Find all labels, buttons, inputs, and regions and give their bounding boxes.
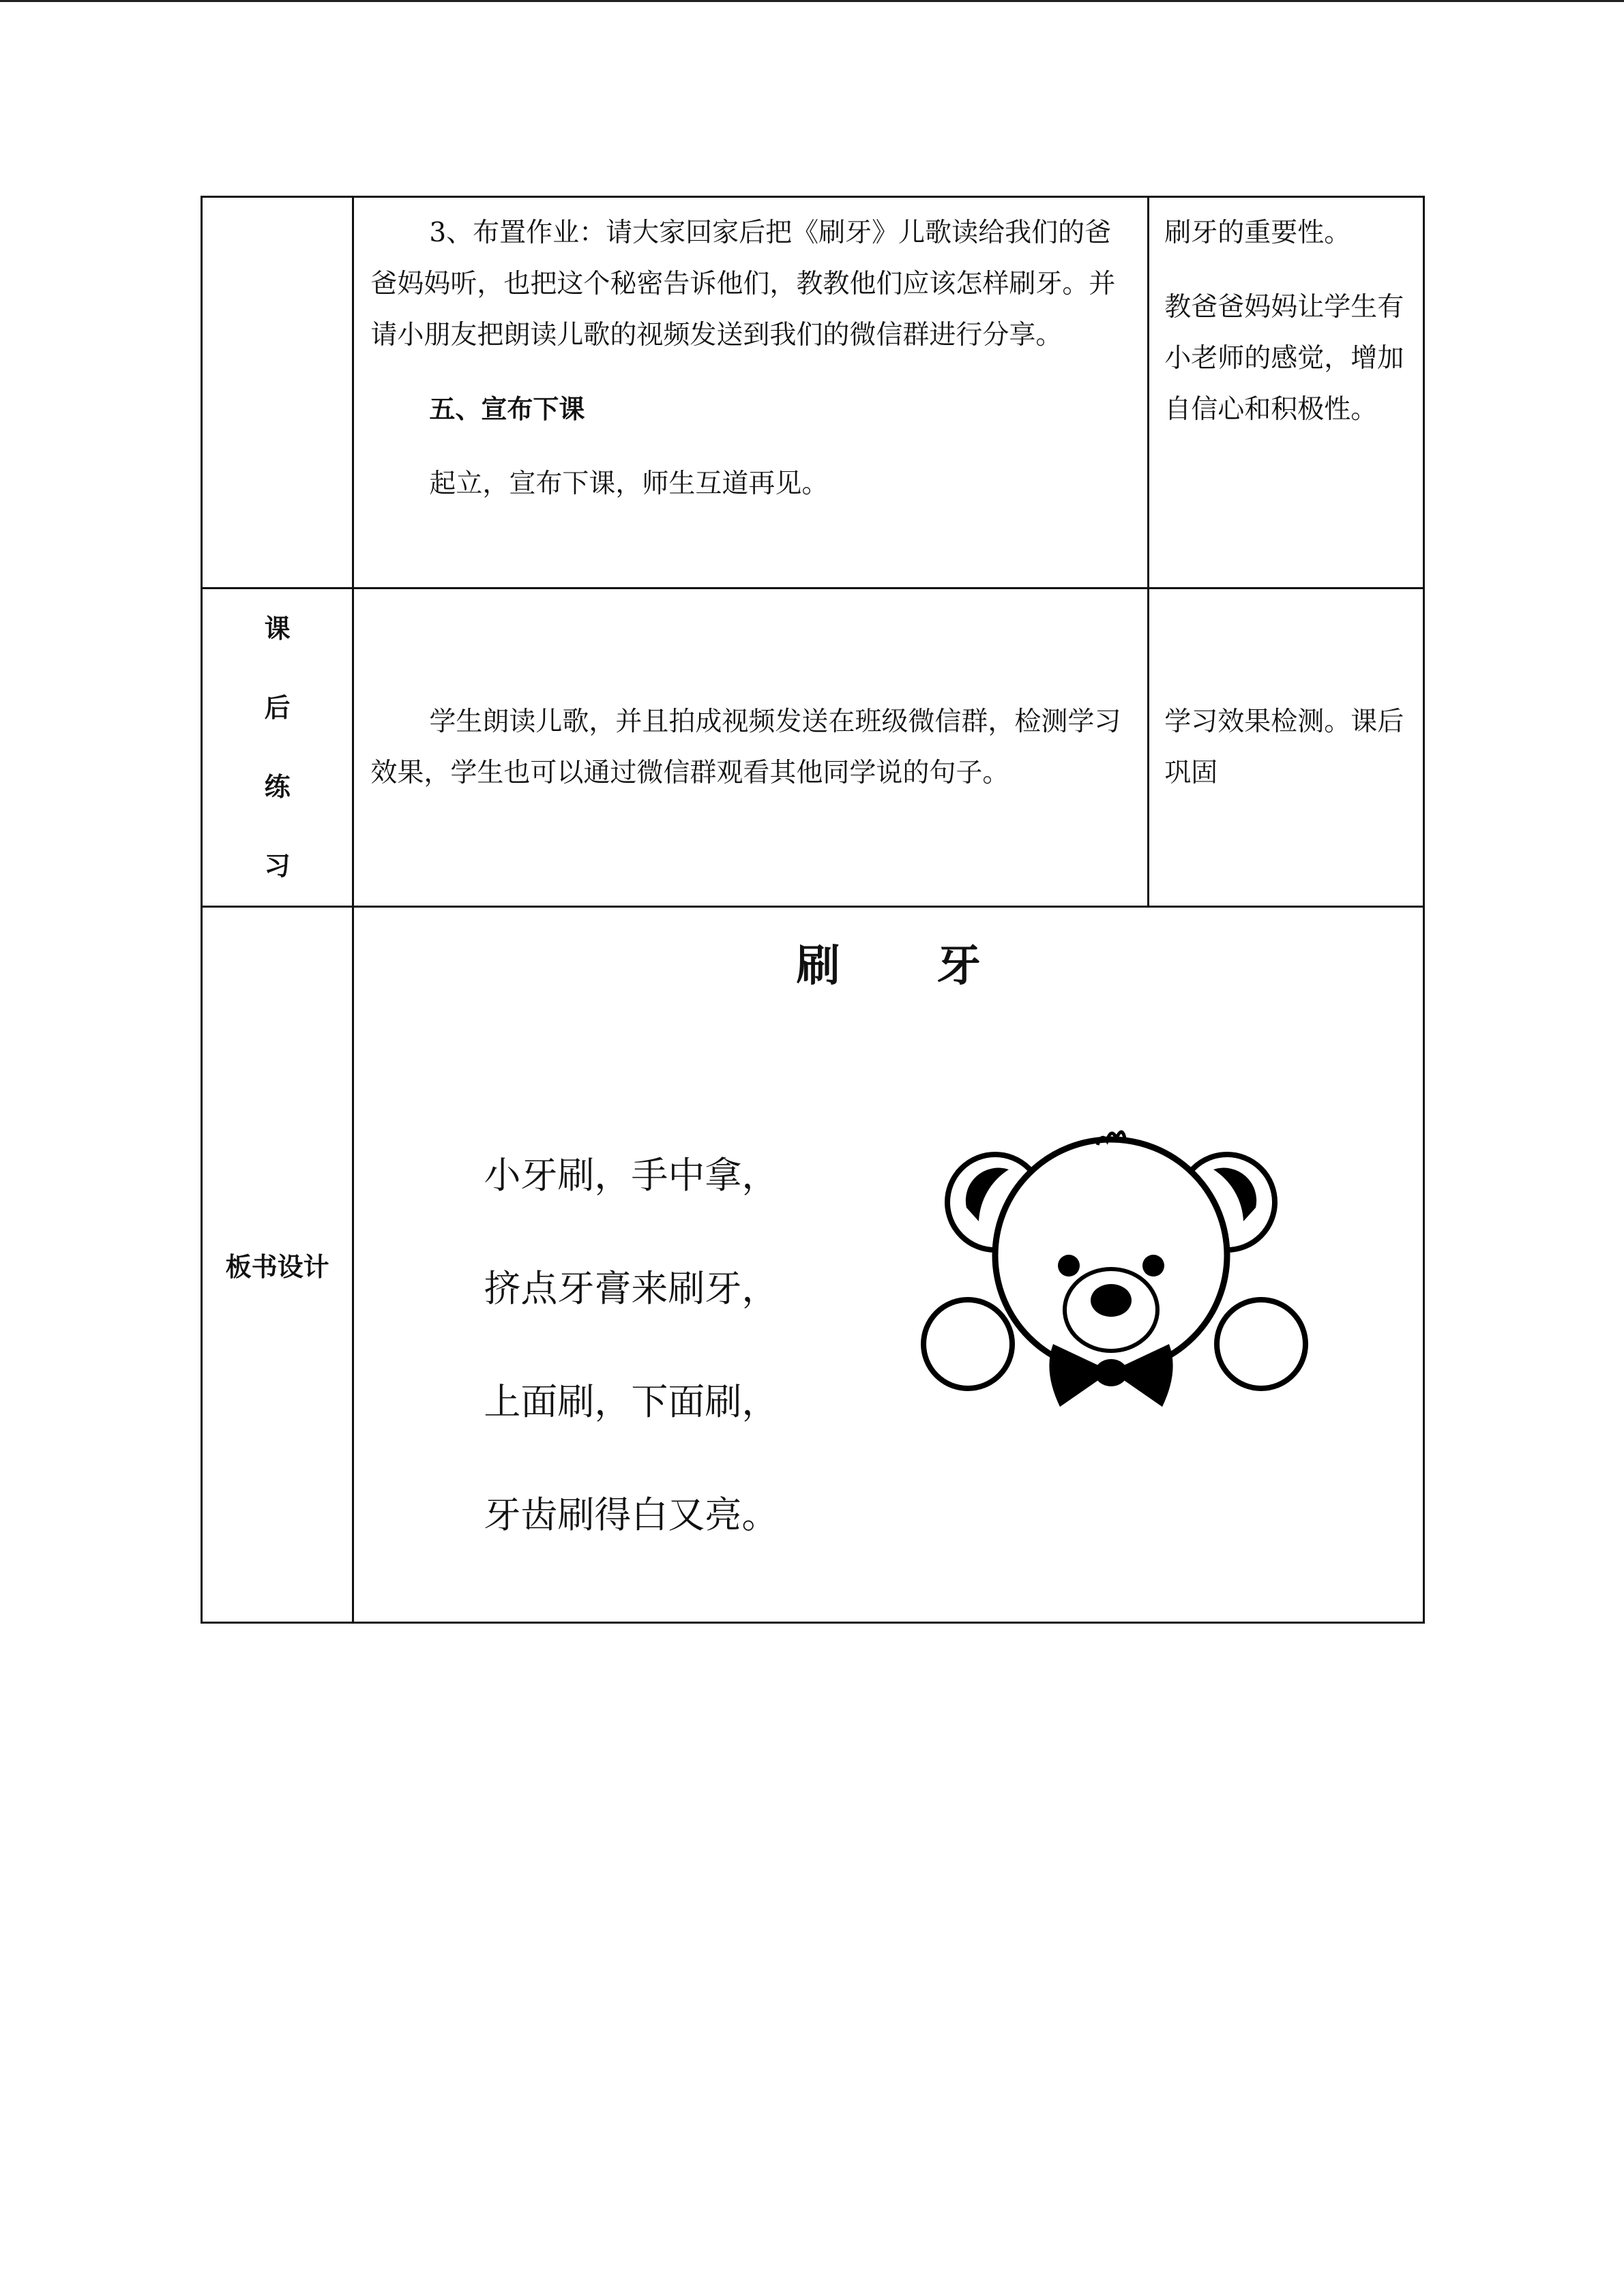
lesson-plan-table — [201, 196, 1425, 1624]
dismissal-text: 起立，宣布下课，师生互道再见。 — [429, 468, 829, 499]
practice-label-char: 后 — [264, 693, 291, 723]
homework-paragraph: 3、布置作业：请大家回家后把《刷牙》儿歌读给我们的爸爸妈妈听，也把这个秘密告诉他们，教教他们应该怎样刷牙。并请小朋友把朗读儿歌的视频发送到我们的微信群进行分享。 — [370, 218, 1116, 351]
practice-label-char: 练 — [264, 772, 291, 802]
poem-line: 挤点牙膏来刷牙， — [484, 1267, 779, 1310]
homework-label-cell — [202, 197, 353, 588]
practice-label-cell — [202, 588, 353, 907]
practice-content: 学生朗读儿歌，并且拍成视频发送在班级微信群，检测学习效果，学生也可以通过微信群观看其他同学说的句子。 — [370, 706, 1121, 788]
homework-note-1: 刷牙的重要性。 — [1164, 218, 1351, 248]
practice-content-cell — [353, 588, 1149, 907]
teddy-bear-illustration — [920, 1126, 1309, 1419]
practice-row — [202, 588, 1424, 907]
homework-note-cell — [1149, 197, 1424, 588]
board-title: 刷 牙 — [796, 941, 1022, 992]
board-content-cell — [353, 907, 1424, 1623]
homework-content-cell — [353, 197, 1149, 588]
poem-line: 上面刷，下面刷， — [484, 1380, 779, 1423]
dismissal-heading: 五、宣布下课 — [429, 394, 585, 424]
board-label-cell — [202, 907, 353, 1623]
homework-note-2: 教爸爸妈妈让学生有小老师的感觉，增加自信心和积极性。 — [1164, 292, 1404, 425]
poem-line: 小牙刷，手中拿， — [484, 1154, 779, 1197]
page-top-border — [0, 0, 1624, 2]
practice-note-cell — [1149, 588, 1424, 907]
practice-label-char: 习 — [264, 851, 291, 881]
board-design-row — [202, 907, 1424, 1623]
practice-note: 学习效果检测。课后巩固 — [1164, 706, 1404, 788]
board-label: 板书设计 — [225, 1252, 329, 1282]
homework-row — [202, 197, 1424, 588]
poem-line: 牙齿刷得白又亮。 — [484, 1493, 779, 1536]
practice-label-char: 课 — [264, 614, 291, 644]
poem — [484, 1119, 893, 1572]
